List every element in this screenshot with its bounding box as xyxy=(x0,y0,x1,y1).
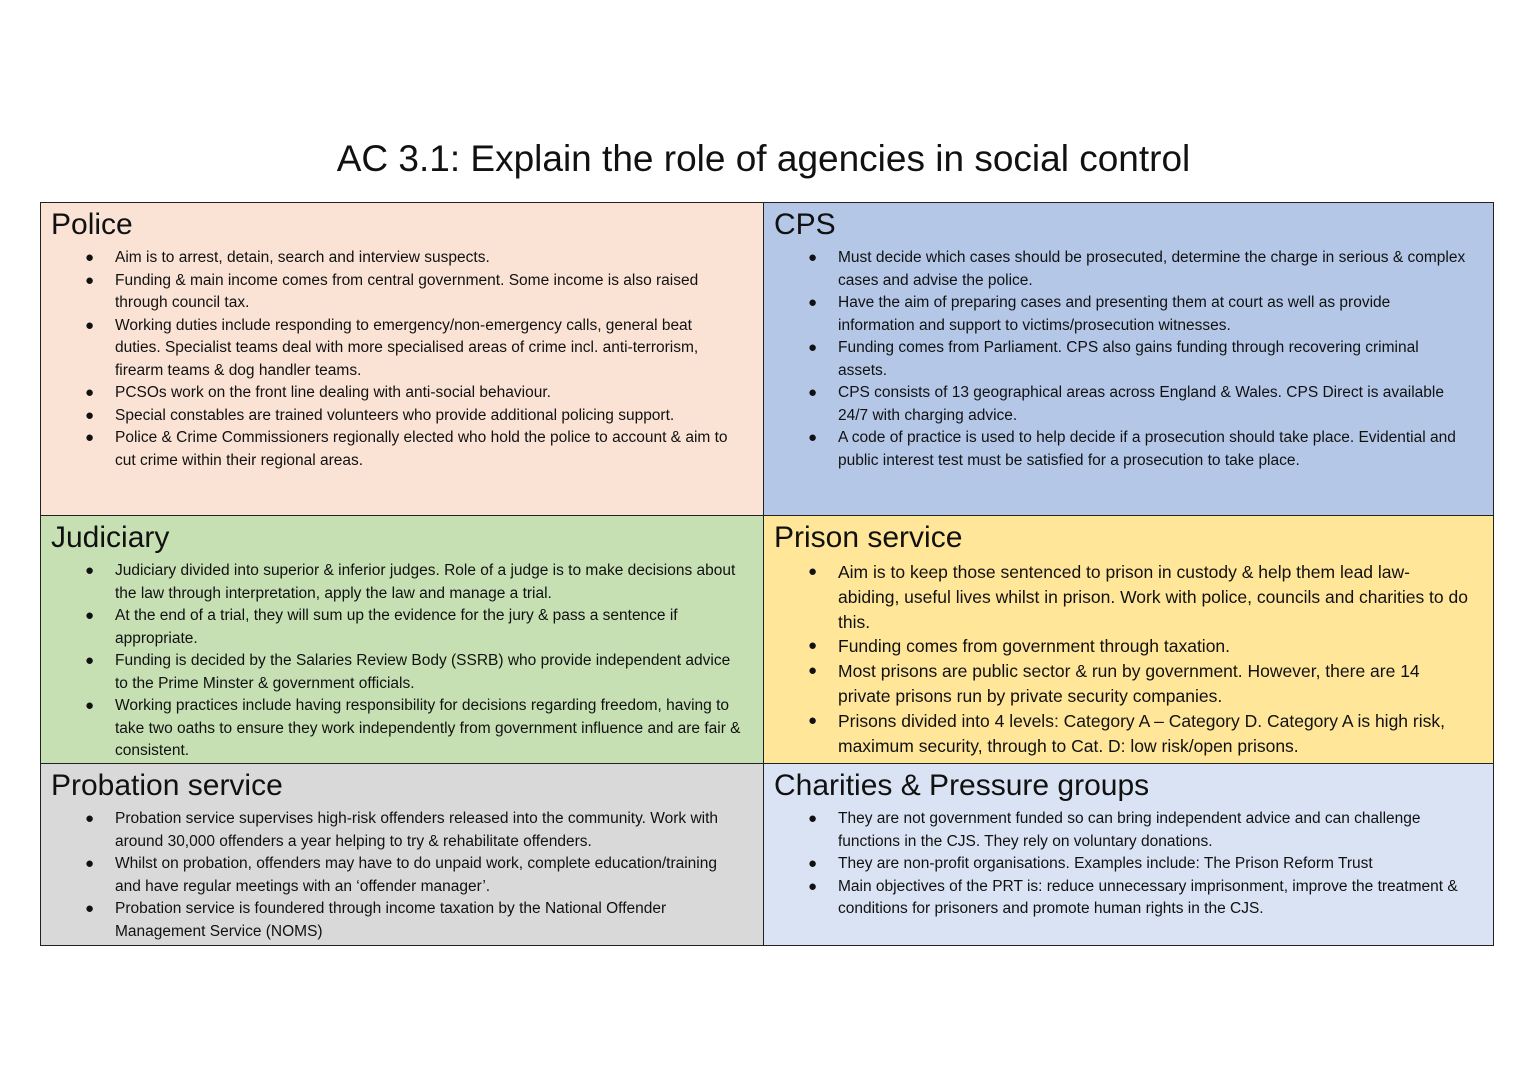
bullet-point xyxy=(51,427,753,472)
bullet-point xyxy=(51,650,753,695)
bullet-icon: ● xyxy=(808,637,818,655)
bullet-text: They are not government funded so can bring independent advice and can challenge functions in the CJS. They rely on voluntary donations. xyxy=(838,810,1421,850)
bullet-text: Whilst on probation, offenders may have to do unpaid work, complete education/training and have regular meetings with an ‘offender manager’. xyxy=(115,855,717,895)
judiciary-points xyxy=(51,560,753,763)
bullet-text: Probation service supervises high-risk offenders released into the community. Work with around 30,000 offenders a year helping to try & rehabilitate offenders. xyxy=(115,810,719,850)
bullet-text: Probation service is foundered through income taxation by the National Offender Management Service (NOMS) xyxy=(115,900,667,940)
prison-heading: Prison service xyxy=(774,521,963,554)
bullet-point xyxy=(51,605,753,650)
bullet-point xyxy=(774,659,1483,709)
bullet-text: Have the aim of preparing cases and presenting them at court as well as provide information and support to victims/prosecution witnesses. xyxy=(838,294,1391,334)
bullet-point xyxy=(51,560,753,605)
bullet-point xyxy=(51,853,753,898)
bullet-icon: ● xyxy=(808,810,818,827)
bullet-point xyxy=(774,634,1483,659)
bullet-icon: ● xyxy=(85,562,95,579)
bullet-point xyxy=(774,808,1483,853)
bullet-point xyxy=(51,270,753,315)
bullet-icon: ● xyxy=(85,855,95,872)
bullet-point xyxy=(774,337,1483,382)
prison-points xyxy=(774,560,1483,758)
bullet-point xyxy=(774,876,1483,921)
bullet-icon: ● xyxy=(85,607,95,624)
bullet-text: Funding comes from government through taxation. xyxy=(838,636,1231,657)
probation-cell xyxy=(41,764,764,945)
bullet-icon: ● xyxy=(808,429,818,446)
bullet-point xyxy=(774,292,1483,337)
bullet-icon: ● xyxy=(808,711,818,729)
bullet-icon: ● xyxy=(85,406,95,424)
bullet-text: Main objectives of the PRT is: reduce unnecessary imprisonment, improve the treatment & conditions for prisoners and promote human rights in the CJS. xyxy=(838,877,1458,917)
bullet-icon: ● xyxy=(85,271,95,289)
bullet-icon: ● xyxy=(808,384,818,401)
bullet-point xyxy=(774,247,1483,292)
police-points xyxy=(51,247,753,472)
probation-points xyxy=(51,808,753,943)
cps-cell xyxy=(764,203,1493,516)
police-heading: Police xyxy=(51,208,133,241)
bullet-icon: ● xyxy=(85,900,95,917)
bullet-icon: ● xyxy=(808,662,818,680)
page-title: AC 3.1: Explain the role of agencies in social control xyxy=(336,138,1191,179)
bullet-text: CPS consists of 13 geographical areas across England & Wales. CPS Direct is available 24/7 with charging advice. xyxy=(838,384,1444,424)
bullet-icon: ● xyxy=(85,652,95,669)
bullet-point xyxy=(51,808,753,853)
bullet-point xyxy=(774,427,1483,472)
bullet-text: Funding comes from Parliament. CPS also gains funding through recovering criminal assets. xyxy=(838,339,1419,379)
bullet-icon: ● xyxy=(808,294,818,311)
bullet-text: Special constables are trained volunteers who provide additional policing support. xyxy=(115,406,675,424)
bullet-text: Must decide which cases should be prosecuted, determine the charge in serious & complex cases and advise the police. xyxy=(838,249,1466,289)
bullet-text: Police & Crime Commissioners regionally elected who hold the police to account & aim to cut crime within their regional areas. xyxy=(115,429,728,469)
bullet-point xyxy=(774,560,1483,634)
bullet-text: Prisons divided into 4 levels: Category A – Category D. Category A is high risk, maximum security, through to Cat. D: low risk/open prisons. xyxy=(838,710,1445,756)
bullet-text: Working practices include having responsibility for decisions regarding freedom, having to take two oaths to ensure they work independently from government influence and are fair & consistent. xyxy=(115,697,741,759)
bullet-text: Aim is to keep those sentenced to prison in custody & help them lead law-abiding, useful lives whilst in prison. Work with police, councils and charities to do this. xyxy=(838,562,1468,632)
prison-cell xyxy=(764,516,1493,764)
bullet-point xyxy=(51,382,753,405)
bullet-text: They are non-profit organisations. Examples include: The Prison Reform Trust xyxy=(838,855,1373,872)
bullet-icon: ● xyxy=(85,384,95,401)
bullet-point xyxy=(51,247,753,270)
bullet-text: Funding & main income comes from central government. Some income is also raised through council tax. xyxy=(115,271,699,311)
bullet-icon: ● xyxy=(85,697,95,714)
bullet-point xyxy=(51,898,753,943)
bullet-text: Funding is decided by the Salaries Review Body (SSRB) who provide independent advice to the Prime Minster & government officials. xyxy=(115,652,731,692)
charities-heading: Charities & Pressure groups xyxy=(774,769,1150,802)
bullet-point xyxy=(51,695,753,763)
probation-heading: Probation service xyxy=(51,769,283,802)
bullet-text: PCSOs work on the front line dealing with anti-social behaviour. xyxy=(115,384,551,401)
bullet-text: Judiciary divided into superior & inferior judges. Role of a judge is to make decisions about the law through interpretation, apply the law and manage a trial. xyxy=(115,562,736,602)
bullet-text: Most prisons are public sector & run by government. However, there are 14 private prisons run by private security companies. xyxy=(838,661,1420,706)
bullet-icon: ● xyxy=(85,810,95,827)
agencies-table xyxy=(40,202,1494,946)
bullet-icon: ● xyxy=(808,563,818,580)
bullet-point xyxy=(51,405,753,428)
bullet-icon: ● xyxy=(808,249,818,266)
bullet-icon: ● xyxy=(808,855,818,872)
judiciary-heading: Judiciary xyxy=(51,521,170,554)
bullet-text: At the end of a trial, they will sum up the evidence for the jury & pass a sentence if appropriate. xyxy=(115,607,678,647)
bullet-text: Aim is to arrest, detain, search and interview suspects. xyxy=(115,249,490,266)
bullet-point xyxy=(774,382,1483,427)
bullet-point xyxy=(51,315,753,383)
bullet-icon: ● xyxy=(85,429,95,446)
bullet-icon: ● xyxy=(808,877,818,895)
cps-points xyxy=(774,247,1483,472)
police-cell xyxy=(41,203,764,516)
bullet-point xyxy=(774,709,1483,759)
bullet-point xyxy=(774,853,1483,876)
bullet-text: A code of practice is used to help decide if a prosecution should take place. Evidential and public interest test must be satisfied for a prosecution to take place. xyxy=(838,429,1456,469)
cps-heading: CPS xyxy=(774,208,836,241)
judiciary-cell xyxy=(41,516,764,764)
charities-points xyxy=(774,808,1483,921)
charities-cell xyxy=(764,764,1493,945)
bullet-icon: ● xyxy=(85,249,95,266)
bullet-icon: ● xyxy=(808,339,818,356)
bullet-text: Working duties include responding to emergency/non-emergency calls, general beat duties. Specialist teams deal with more specialised areas of crime incl. anti-terrorism, firearm teams & dog handler teams. xyxy=(115,316,699,379)
bullet-icon: ● xyxy=(85,316,95,334)
